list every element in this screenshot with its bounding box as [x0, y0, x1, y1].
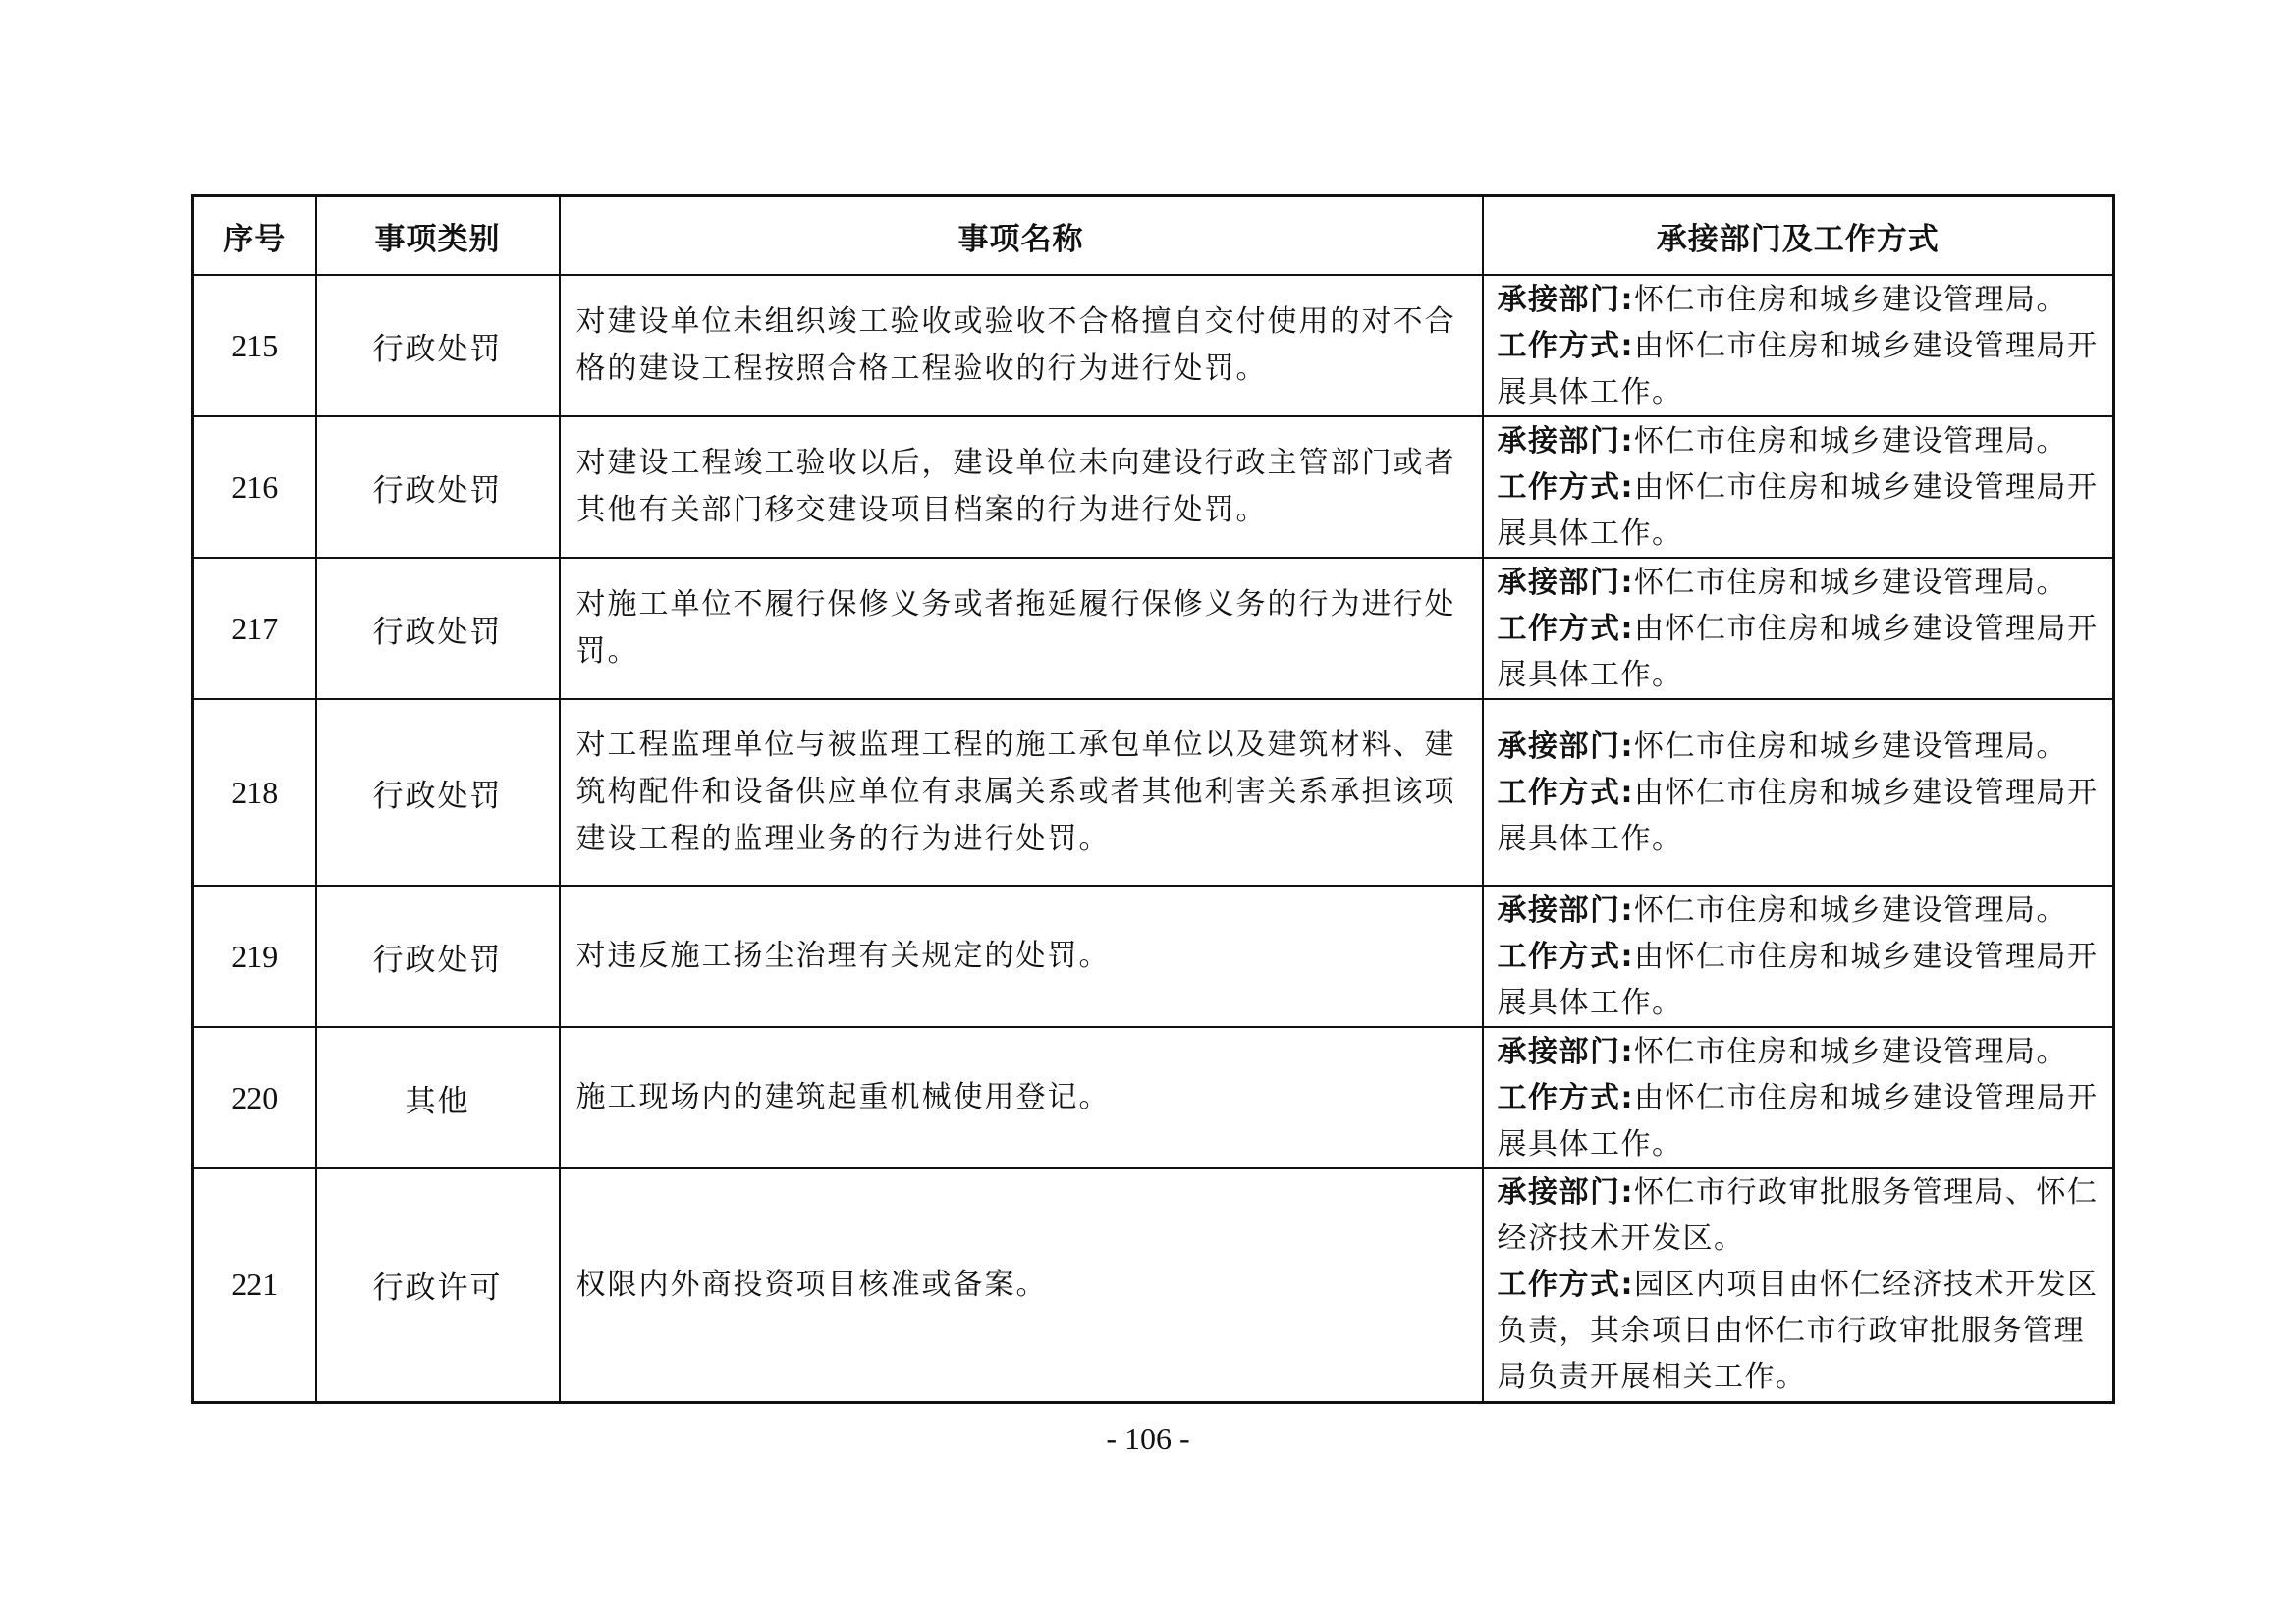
row-category: 行政处罚: [316, 699, 560, 886]
row-dept-cell: [1483, 1027, 2114, 1168]
table-row: [193, 886, 2114, 1027]
row-seq: 220: [193, 1027, 316, 1168]
table-row: [193, 416, 2114, 558]
mode-value: 由怀仁市住房和城乡建设管理局开展具体工作。: [1497, 939, 2099, 1020]
row-seq: 221: [193, 1168, 316, 1402]
header-dept-and-mode: 承接部门及工作方式: [1483, 196, 2114, 276]
row-item-name: 对违反施工扬尘治理有关规定的处罚。: [560, 886, 1483, 1027]
dept-label: 承接部门:: [1497, 893, 1634, 928]
row-seq: 217: [193, 558, 316, 699]
row-dept-cell: [1483, 416, 2114, 558]
row-seq: 216: [193, 416, 316, 558]
mode-label: 工作方式:: [1497, 469, 1634, 505]
mode-value: 由怀仁市住房和城乡建设管理局开展具体工作。: [1497, 611, 2099, 692]
mode-value: 由怀仁市住房和城乡建设管理局开展具体工作。: [1497, 775, 2099, 856]
mode-value: 园区内项目由怀仁经济技术开发区负责，其余项目由怀仁市行政审批服务管理局负责开展相关工作。: [1497, 1268, 2099, 1395]
table-row: [193, 275, 2114, 416]
dept-value: 怀仁市住房和城乡建设管理局。: [1634, 1034, 2067, 1069]
mode-value: 由怀仁市住房和城乡建设管理局开展具体工作。: [1497, 469, 2099, 551]
row-category: 行政许可: [316, 1168, 560, 1402]
mode-label: 工作方式:: [1497, 1080, 1634, 1115]
row-seq: 219: [193, 886, 316, 1027]
mode-label: 工作方式:: [1497, 328, 1634, 363]
row-seq: 218: [193, 699, 316, 886]
dept-label: 承接部门:: [1497, 729, 1634, 764]
table-row: [193, 1027, 2114, 1168]
mode-value: 由怀仁市住房和城乡建设管理局开展具体工作。: [1497, 328, 2099, 409]
row-item-name: 对工程监理单位与被监理工程的施工承包单位以及建筑材料、建筑构配件和设备供应单位有隶属关系或者其他利害关系承担该项建设工程的监理业务的行为进行处罚。: [560, 699, 1483, 886]
dept-value: 怀仁市行政审批服务管理局、怀仁经济技术开发区。: [1497, 1175, 2099, 1257]
row-category: 行政处罚: [316, 416, 560, 558]
dept-value: 怀仁市住房和城乡建设管理局。: [1634, 565, 2067, 600]
row-item-name: 施工现场内的建筑起重机械使用登记。: [560, 1027, 1483, 1168]
dept-label: 承接部门:: [1497, 1034, 1634, 1069]
row-dept-cell: [1483, 886, 2114, 1027]
page-number: - 106 -: [1106, 1421, 1190, 1456]
table-row: [193, 699, 2114, 886]
row-item-name: 对建设单位未组织竣工验收或验收不合格擅自交付使用的对不合格的建设工程按照合格工程验收的行为进行处罚。: [560, 275, 1483, 416]
row-dept-cell: [1483, 558, 2114, 699]
dept-value: 怀仁市住房和城乡建设管理局。: [1634, 729, 2067, 764]
row-seq: 215: [193, 275, 316, 416]
row-category: 其他: [316, 1027, 560, 1168]
row-category: 行政处罚: [316, 558, 560, 699]
header-seq: 序号: [193, 196, 316, 276]
dept-label: 承接部门:: [1497, 423, 1634, 459]
mode-label: 工作方式:: [1497, 1268, 1634, 1303]
dept-label: 承接部门:: [1497, 1175, 1634, 1211]
header-category: 事项类别: [316, 196, 560, 276]
row-dept-cell: [1483, 1168, 2114, 1402]
row-dept-cell: [1483, 275, 2114, 416]
table-row: [193, 558, 2114, 699]
row-item-name: 对建设工程竣工验收以后，建设单位未向建设行政主管部门或者其他有关部门移交建设项目档案的行为进行处罚。: [560, 416, 1483, 558]
row-item-name: 权限内外商投资项目核准或备案。: [560, 1168, 1483, 1402]
table-header-row: [193, 196, 2114, 276]
row-category: 行政处罚: [316, 886, 560, 1027]
table-row: [193, 1168, 2114, 1402]
dept-value: 怀仁市住房和城乡建设管理局。: [1634, 282, 2067, 317]
row-category: 行政处罚: [316, 275, 560, 416]
mode-label: 工作方式:: [1497, 611, 1634, 646]
dept-label: 承接部门:: [1497, 282, 1634, 317]
mode-value: 由怀仁市住房和城乡建设管理局开展具体工作。: [1497, 1080, 2099, 1162]
items-table: [191, 194, 2115, 1404]
header-item-name: 事项名称: [560, 196, 1483, 276]
row-dept-cell: [1483, 699, 2114, 886]
dept-value: 怀仁市住房和城乡建设管理局。: [1634, 423, 2067, 459]
row-item-name: 对施工单位不履行保修义务或者拖延履行保修义务的行为进行处罚。: [560, 558, 1483, 699]
dept-label: 承接部门:: [1497, 565, 1634, 600]
mode-label: 工作方式:: [1497, 939, 1634, 974]
mode-label: 工作方式:: [1497, 775, 1634, 810]
dept-value: 怀仁市住房和城乡建设管理局。: [1634, 893, 2067, 928]
